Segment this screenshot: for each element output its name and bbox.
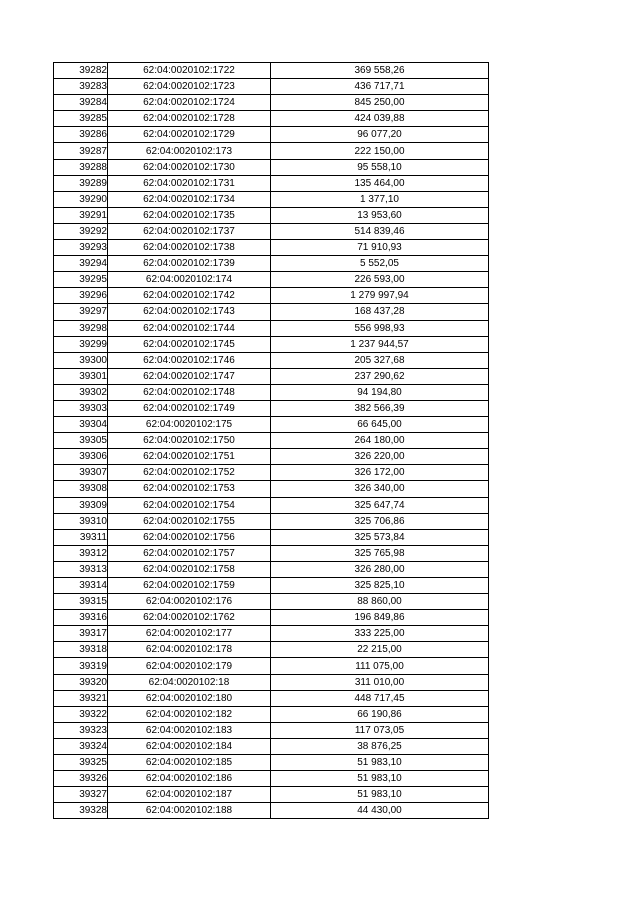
table-row xyxy=(54,529,489,545)
cadastral-number-cell: 62:04:0020102:184 xyxy=(108,738,271,754)
cadastral-number-cell: 62:04:0020102:1753 xyxy=(108,481,271,497)
table-row xyxy=(54,465,489,481)
table-row xyxy=(54,674,489,690)
cadastral-number-cell: 62:04:0020102:1759 xyxy=(108,578,271,594)
table-row xyxy=(54,223,489,239)
cadastral-value-cell: 117 073,05 xyxy=(271,722,489,738)
cadastral-value-cell: 845 250,00 xyxy=(271,95,489,111)
cadastral-number-cell: 62:04:0020102:180 xyxy=(108,690,271,706)
table-row xyxy=(54,803,489,819)
table-row xyxy=(54,449,489,465)
row-number-cell: 39310 xyxy=(54,513,108,529)
cadastral-value-cell: 369 558,26 xyxy=(271,63,489,79)
cadastral-number-cell: 62:04:0020102:175 xyxy=(108,417,271,433)
cadastral-number-cell: 62:04:0020102:1735 xyxy=(108,207,271,223)
row-number-cell: 39312 xyxy=(54,545,108,561)
table-row xyxy=(54,191,489,207)
table-row xyxy=(54,755,489,771)
row-number-cell: 39316 xyxy=(54,610,108,626)
cadastral-value-cell: 51 983,10 xyxy=(271,755,489,771)
row-number-cell: 39283 xyxy=(54,79,108,95)
cadastral-value-cell: 205 327,68 xyxy=(271,352,489,368)
table-row xyxy=(54,594,489,610)
cadastral-number-cell: 62:04:0020102:1751 xyxy=(108,449,271,465)
cadastral-number-cell: 62:04:0020102:1757 xyxy=(108,545,271,561)
table-row xyxy=(54,561,489,577)
cadastral-number-cell: 62:04:0020102:1756 xyxy=(108,529,271,545)
row-number-cell: 39294 xyxy=(54,256,108,272)
cadastral-number-cell: 62:04:0020102:1731 xyxy=(108,175,271,191)
cadastral-value-cell: 96 077,20 xyxy=(271,127,489,143)
cadastral-value-cell: 95 558,10 xyxy=(271,159,489,175)
table-row xyxy=(54,722,489,738)
row-number-cell: 39322 xyxy=(54,706,108,722)
cadastral-value-cell: 556 998,93 xyxy=(271,320,489,336)
row-number-cell: 39308 xyxy=(54,481,108,497)
table-row xyxy=(54,787,489,803)
cadastral-number-cell: 62:04:0020102:179 xyxy=(108,658,271,674)
row-number-cell: 39328 xyxy=(54,803,108,819)
table-row xyxy=(54,127,489,143)
row-number-cell: 39282 xyxy=(54,63,108,79)
cadastral-number-cell: 62:04:0020102:1739 xyxy=(108,256,271,272)
cadastral-value-cell: 5 552,05 xyxy=(271,256,489,272)
row-number-cell: 39301 xyxy=(54,368,108,384)
table-row xyxy=(54,497,489,513)
table-row xyxy=(54,240,489,256)
row-number-cell: 39313 xyxy=(54,561,108,577)
row-number-cell: 39323 xyxy=(54,722,108,738)
row-number-cell: 39293 xyxy=(54,240,108,256)
table-row xyxy=(54,368,489,384)
row-number-cell: 39318 xyxy=(54,642,108,658)
table-row xyxy=(54,95,489,111)
table-row xyxy=(54,433,489,449)
row-number-cell: 39290 xyxy=(54,191,108,207)
cadastral-number-cell: 62:04:0020102:187 xyxy=(108,787,271,803)
cadastral-number-cell: 62:04:0020102:1742 xyxy=(108,288,271,304)
table-row xyxy=(54,481,489,497)
table-row xyxy=(54,690,489,706)
row-number-cell: 39298 xyxy=(54,320,108,336)
cadastral-number-cell: 62:04:0020102:182 xyxy=(108,706,271,722)
table-body xyxy=(54,63,489,819)
cadastral-value-cell: 1 279 997,94 xyxy=(271,288,489,304)
table-row xyxy=(54,384,489,400)
row-number-cell: 39317 xyxy=(54,626,108,642)
table-row xyxy=(54,207,489,223)
row-number-cell: 39302 xyxy=(54,384,108,400)
cadastral-number-cell: 62:04:0020102:188 xyxy=(108,803,271,819)
cadastral-number-cell: 62:04:0020102:1723 xyxy=(108,79,271,95)
table-row xyxy=(54,400,489,416)
row-number-cell: 39326 xyxy=(54,771,108,787)
cadastral-value-cell: 13 953,60 xyxy=(271,207,489,223)
table-row xyxy=(54,288,489,304)
row-number-cell: 39311 xyxy=(54,529,108,545)
cadastral-number-cell: 62:04:0020102:1749 xyxy=(108,400,271,416)
table-row xyxy=(54,578,489,594)
cadastral-value-cell: 514 839,46 xyxy=(271,223,489,239)
cadastral-value-cell: 326 280,00 xyxy=(271,561,489,577)
cadastral-value-cell: 326 172,00 xyxy=(271,465,489,481)
cadastral-value-cell: 22 215,00 xyxy=(271,642,489,658)
row-number-cell: 39284 xyxy=(54,95,108,111)
cadastral-value-cell: 1 377,10 xyxy=(271,191,489,207)
cadastral-value-cell: 448 717,45 xyxy=(271,690,489,706)
row-number-cell: 39286 xyxy=(54,127,108,143)
cadastral-number-cell: 62:04:0020102:1743 xyxy=(108,304,271,320)
cadastral-number-cell: 62:04:0020102:1747 xyxy=(108,368,271,384)
table-row xyxy=(54,111,489,127)
cadastral-value-cell: 311 010,00 xyxy=(271,674,489,690)
row-number-cell: 39299 xyxy=(54,336,108,352)
cadastral-value-cell: 135 464,00 xyxy=(271,175,489,191)
cadastral-number-cell: 62:04:0020102:1745 xyxy=(108,336,271,352)
cadastral-number-cell: 62:04:0020102:1722 xyxy=(108,63,271,79)
table-row xyxy=(54,738,489,754)
row-number-cell: 39292 xyxy=(54,223,108,239)
cadastral-value-cell: 222 150,00 xyxy=(271,143,489,159)
cadastral-number-cell: 62:04:0020102:1734 xyxy=(108,191,271,207)
cadastral-number-cell: 62:04:0020102:1754 xyxy=(108,497,271,513)
cadastral-value-cell: 71 910,93 xyxy=(271,240,489,256)
cadastral-value-cell: 333 225,00 xyxy=(271,626,489,642)
table-row xyxy=(54,63,489,79)
row-number-cell: 39291 xyxy=(54,207,108,223)
cadastral-number-cell: 62:04:0020102:1730 xyxy=(108,159,271,175)
cadastral-number-cell: 62:04:0020102:1728 xyxy=(108,111,271,127)
cadastral-number-cell: 62:04:0020102:174 xyxy=(108,272,271,288)
table-row xyxy=(54,272,489,288)
cadastral-value-cell: 111 075,00 xyxy=(271,658,489,674)
cadastral-number-cell: 62:04:0020102:1738 xyxy=(108,240,271,256)
row-number-cell: 39321 xyxy=(54,690,108,706)
table-row xyxy=(54,545,489,561)
cadastral-value-cell: 326 220,00 xyxy=(271,449,489,465)
cadastral-number-cell: 62:04:0020102:176 xyxy=(108,594,271,610)
table-row xyxy=(54,417,489,433)
cadastral-value-cell: 382 566,39 xyxy=(271,400,489,416)
table-row xyxy=(54,513,489,529)
cadastral-number-cell: 62:04:0020102:1746 xyxy=(108,352,271,368)
row-number-cell: 39304 xyxy=(54,417,108,433)
row-number-cell: 39305 xyxy=(54,433,108,449)
row-number-cell: 39327 xyxy=(54,787,108,803)
cadastral-value-cell: 325 765,98 xyxy=(271,545,489,561)
cadastral-number-cell: 62:04:0020102:1737 xyxy=(108,223,271,239)
row-number-cell: 39319 xyxy=(54,658,108,674)
cadastral-value-cell: 168 437,28 xyxy=(271,304,489,320)
table-row xyxy=(54,175,489,191)
cadastral-number-cell: 62:04:0020102:18 xyxy=(108,674,271,690)
row-number-cell: 39287 xyxy=(54,143,108,159)
cadastral-number-cell: 62:04:0020102:1729 xyxy=(108,127,271,143)
cadastral-value-cell: 424 039,88 xyxy=(271,111,489,127)
cadastral-value-cell: 325 573,84 xyxy=(271,529,489,545)
row-number-cell: 39296 xyxy=(54,288,108,304)
cadastral-number-cell: 62:04:0020102:1752 xyxy=(108,465,271,481)
cadastral-value-cell: 196 849,86 xyxy=(271,610,489,626)
table-row xyxy=(54,304,489,320)
row-number-cell: 39285 xyxy=(54,111,108,127)
cadastral-value-cell: 88 860,00 xyxy=(271,594,489,610)
table-row xyxy=(54,336,489,352)
cadastral-number-cell: 62:04:0020102:1748 xyxy=(108,384,271,400)
row-number-cell: 39297 xyxy=(54,304,108,320)
row-number-cell: 39315 xyxy=(54,594,108,610)
cadastral-number-cell: 62:04:0020102:1758 xyxy=(108,561,271,577)
cadastral-value-table xyxy=(53,62,489,819)
cadastral-number-cell: 62:04:0020102:183 xyxy=(108,722,271,738)
table-row xyxy=(54,79,489,95)
cadastral-value-cell: 1 237 944,57 xyxy=(271,336,489,352)
cadastral-value-cell: 325 706,86 xyxy=(271,513,489,529)
table-row xyxy=(54,610,489,626)
cadastral-value-cell: 51 983,10 xyxy=(271,771,489,787)
cadastral-number-cell: 62:04:0020102:1724 xyxy=(108,95,271,111)
cadastral-number-cell: 62:04:0020102:185 xyxy=(108,755,271,771)
cadastral-number-cell: 62:04:0020102:177 xyxy=(108,626,271,642)
cadastral-number-cell: 62:04:0020102:1755 xyxy=(108,513,271,529)
row-number-cell: 39300 xyxy=(54,352,108,368)
row-number-cell: 39324 xyxy=(54,738,108,754)
row-number-cell: 39295 xyxy=(54,272,108,288)
cadastral-value-cell: 38 876,25 xyxy=(271,738,489,754)
row-number-cell: 39309 xyxy=(54,497,108,513)
table-row xyxy=(54,352,489,368)
row-number-cell: 39289 xyxy=(54,175,108,191)
table-row xyxy=(54,143,489,159)
table-row xyxy=(54,626,489,642)
row-number-cell: 39307 xyxy=(54,465,108,481)
cadastral-value-cell: 326 340,00 xyxy=(271,481,489,497)
cadastral-value-cell: 325 647,74 xyxy=(271,497,489,513)
row-number-cell: 39325 xyxy=(54,755,108,771)
row-number-cell: 39306 xyxy=(54,449,108,465)
cadastral-value-cell: 51 983,10 xyxy=(271,787,489,803)
row-number-cell: 39288 xyxy=(54,159,108,175)
cadastral-number-cell: 62:04:0020102:1762 xyxy=(108,610,271,626)
cadastral-number-cell: 62:04:0020102:186 xyxy=(108,771,271,787)
cadastral-value-cell: 66 190,86 xyxy=(271,706,489,722)
table-row xyxy=(54,159,489,175)
cadastral-number-cell: 62:04:0020102:1750 xyxy=(108,433,271,449)
cadastral-value-cell: 436 717,71 xyxy=(271,79,489,95)
row-number-cell: 39320 xyxy=(54,674,108,690)
cadastral-value-cell: 44 430,00 xyxy=(271,803,489,819)
table-row xyxy=(54,771,489,787)
cadastral-value-cell: 66 645,00 xyxy=(271,417,489,433)
table-row xyxy=(54,706,489,722)
row-number-cell: 39303 xyxy=(54,400,108,416)
cadastral-number-cell: 62:04:0020102:178 xyxy=(108,642,271,658)
cadastral-value-cell: 226 593,00 xyxy=(271,272,489,288)
cadastral-value-cell: 237 290,62 xyxy=(271,368,489,384)
table-row xyxy=(54,320,489,336)
row-number-cell: 39314 xyxy=(54,578,108,594)
cadastral-number-cell: 62:04:0020102:173 xyxy=(108,143,271,159)
cadastral-number-cell: 62:04:0020102:1744 xyxy=(108,320,271,336)
cadastral-value-cell: 94 194,80 xyxy=(271,384,489,400)
cadastral-value-cell: 325 825,10 xyxy=(271,578,489,594)
table-row xyxy=(54,642,489,658)
cadastral-value-cell: 264 180,00 xyxy=(271,433,489,449)
table-row xyxy=(54,658,489,674)
table-row xyxy=(54,256,489,272)
